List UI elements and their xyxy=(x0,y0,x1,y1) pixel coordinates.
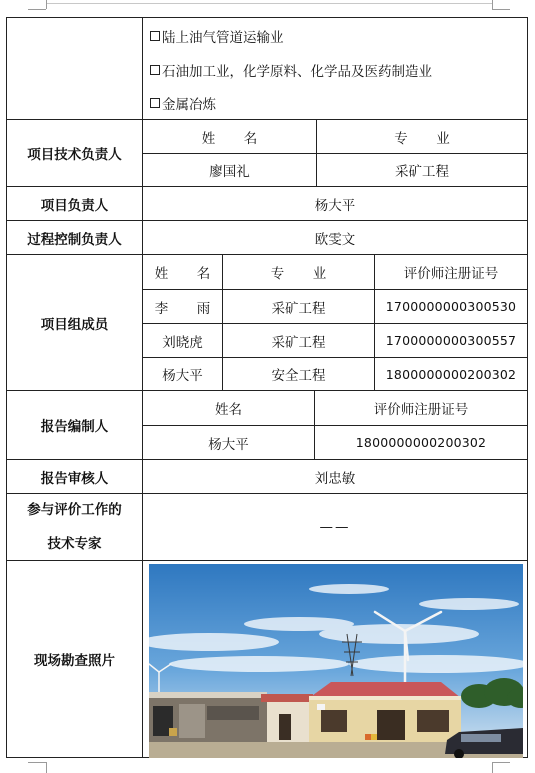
process-control-value: 欧雯文 xyxy=(314,231,356,248)
members-row xyxy=(7,254,527,390)
project-info-table xyxy=(6,17,528,758)
page-top-rule xyxy=(46,3,492,4)
crop-mark xyxy=(492,0,493,9)
report-author-cert-header: 评价师注册证号 xyxy=(373,402,469,418)
tech-lead-row xyxy=(7,119,527,186)
member-major: 采矿工程 xyxy=(223,323,375,357)
crop-mark xyxy=(492,762,510,763)
process-control-label: 过程控制负责人 xyxy=(7,221,143,254)
experts-label xyxy=(7,494,143,560)
member-major: 安全工程 xyxy=(223,357,375,390)
report-reviewer-value: 刘忠敏 xyxy=(314,470,356,487)
member-name: 李 雨 xyxy=(143,289,223,323)
members-table xyxy=(143,255,527,390)
experts-label-line1: 参与评价工作的 xyxy=(27,502,122,518)
checkbox-icon[interactable] xyxy=(150,65,160,75)
industry-item[interactable] xyxy=(150,93,216,113)
crop-mark xyxy=(492,762,493,773)
members-label: 项目组成员 xyxy=(7,255,143,390)
report-author-cert: 1800000000200302 xyxy=(315,425,527,459)
industry-row xyxy=(7,18,527,119)
project-lead-value: 杨大平 xyxy=(314,197,356,214)
checkbox-icon[interactable] xyxy=(150,31,160,41)
members-cert-header: 评价师注册证号 xyxy=(403,266,499,282)
report-author-label: 报告编制人 xyxy=(7,391,143,459)
tech-lead-label: 项目技术负责人 xyxy=(7,120,143,186)
industry-item-label: 石油加工业，化学原料、化学品及医药制造业 xyxy=(162,64,432,80)
report-author-name: 杨大平 xyxy=(143,425,315,459)
member-name: 杨大平 xyxy=(143,357,223,390)
tech-lead-name-header: 姓 名 xyxy=(143,120,317,153)
process-control-row xyxy=(7,220,527,254)
industry-label xyxy=(7,18,143,119)
industry-item[interactable] xyxy=(150,26,284,46)
tech-lead-major-header: 专 业 xyxy=(394,130,462,147)
member-cert: 1800000000200302 xyxy=(375,357,527,390)
tech-lead-major: 采矿工程 xyxy=(317,153,527,186)
crop-mark xyxy=(492,9,510,10)
crop-mark xyxy=(28,9,46,10)
report-reviewer-label: 报告审核人 xyxy=(7,460,143,493)
site-photo-row xyxy=(7,560,527,757)
experts-row xyxy=(7,493,527,560)
crop-mark xyxy=(28,762,46,763)
site-photo-image xyxy=(149,564,523,758)
members-name-header: 姓 名 xyxy=(143,255,223,289)
site-survey-photo xyxy=(149,564,523,758)
industry-item[interactable] xyxy=(150,60,432,80)
industry-item-label: 金属冶炼 xyxy=(162,97,216,113)
industry-item-label: 陆上油气管道运输业 xyxy=(162,30,284,46)
members-major-header: 专 业 xyxy=(223,255,375,289)
member-name: 刘晓虎 xyxy=(143,323,223,357)
experts-value: —— xyxy=(319,519,351,535)
checkbox-icon[interactable] xyxy=(150,98,160,108)
project-lead-label: 项目负责人 xyxy=(7,187,143,220)
member-major: 采矿工程 xyxy=(223,289,375,323)
crop-mark xyxy=(46,762,47,773)
report-reviewer-row xyxy=(7,459,527,493)
report-author-name-header: 姓名 xyxy=(143,391,315,425)
member-cert: 1700000000300557 xyxy=(375,323,527,357)
site-photo-label: 现场勘查照片 xyxy=(7,561,143,757)
report-author-row xyxy=(7,390,527,459)
tech-lead-name: 廖国礼 xyxy=(143,153,317,186)
project-lead-row xyxy=(7,186,527,220)
crop-mark xyxy=(46,0,47,9)
member-cert: 1700000000300530 xyxy=(375,289,527,323)
experts-label-line2: 技术专家 xyxy=(47,536,102,552)
